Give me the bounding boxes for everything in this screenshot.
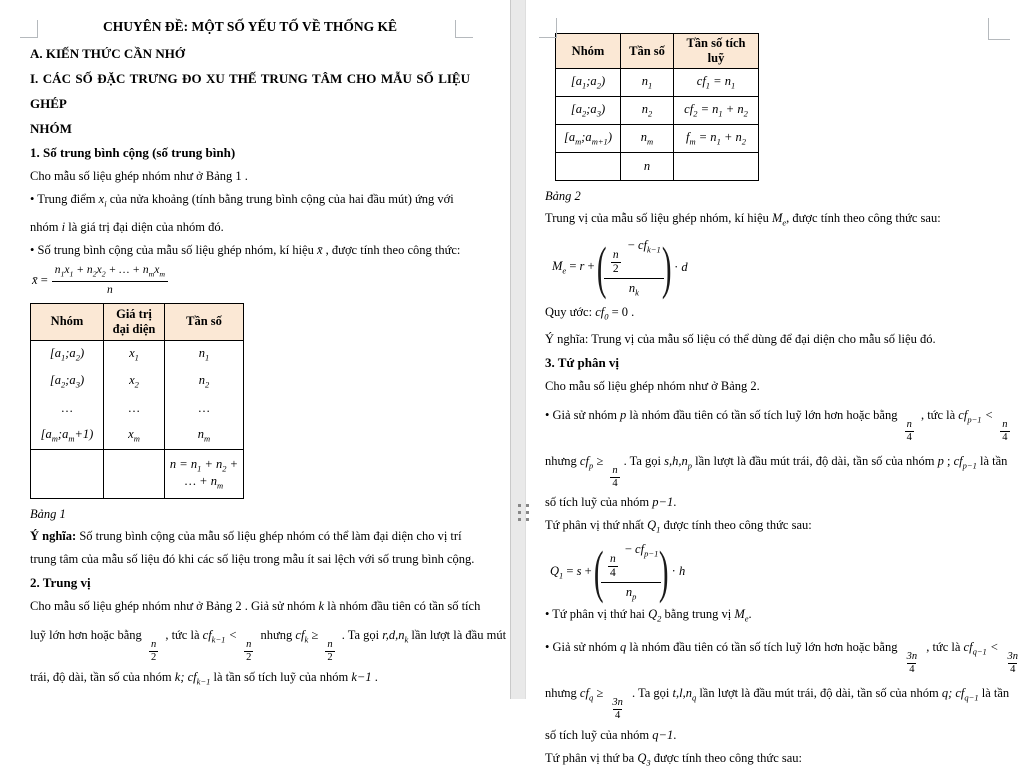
margin-corner-mark [455, 20, 473, 38]
table-row: $[a_m;a_{m+1})$ $n_m$ $f_m = n_1 + n_2$ [556, 125, 759, 153]
table-header-cell: Tần số tích luỹ [674, 34, 759, 69]
section1-heading: 1. Số trung bình cộng (số trung bình) [30, 141, 470, 165]
equation-drag-handle[interactable] [518, 504, 529, 521]
representative-value-table [30, 303, 244, 499]
table-row: $[a_1;a_2)$ $x_1$ $n_1$ [31, 340, 244, 368]
paragraph-line: trung tâm của mẫu số liệu đó khi các số liệu trong mẫu ít sai lệch với số trung bình cộng. [30, 548, 470, 571]
paragraph-line: số tích luỹ của nhóm p−1. [545, 490, 1017, 514]
open-paren: ( [596, 241, 606, 295]
table-header-cell: Giá trị đại diện [104, 303, 165, 340]
paragraph-line: Cho mẫu số liệu ghép nhóm như ở Bảng 1 . [30, 165, 470, 188]
open-paren: ( [593, 545, 603, 599]
table-header-cell: Nhóm [556, 34, 621, 69]
fraction: $\frac{n}{4}$ − $cf_{p-1}$ $n_p$ [601, 541, 661, 603]
table-row: n [556, 153, 759, 181]
table-caption: Bảng 2 [545, 185, 1017, 207]
fraction: $\frac{n}{2}$ − $cf_{k-1}$ $n_k$ [604, 237, 664, 299]
paragraph-line: nhưng $cf_q$ ≥ $\frac{3n}{4}$ . Ta gọi $t,l,n_q$ lần lượt là đầu mút trái, độ dài, tần số của nhóm q; $cf_{q-1}$ là tần [545, 676, 1017, 722]
table-row: $[a_m;a_m+1)$ $x_m$ $n_m$ [31, 422, 244, 450]
formula-lhs: x̄ = [32, 273, 48, 288]
table-row: … … … [31, 395, 244, 422]
table-caption: Bảng 1 [30, 503, 470, 525]
close-paren: ) [659, 545, 669, 599]
margin-corner-mark [988, 18, 1010, 40]
paragraph-line: số tích luỹ của nhóm q−1. [545, 723, 1017, 747]
paragraph-line: luỹ lớn hơn hoặc bằng $\frac{n}{2}$ , tức là $cf_{k-1}$ < $\frac{n}{2}$ nhưng $cf_k$ ≥ $\frac{n}{2}$ . Ta gọi $r,d,n_k$ lần lượt là đầu mút [30, 618, 470, 664]
paragraph-line: Trung vị của mẫu số liệu ghép nhóm, kí hiệu $M_e$, được tính theo công thức sau: [545, 207, 1017, 235]
paragraph-line: • Giả sử nhóm p là nhóm đầu tiên có tần số tích luỹ lớn hơn hoặc bằng $\frac{n}{4}$ , tức là $cf_{p-1}$ < $\frac{n}{4}$ [545, 398, 1017, 444]
q1-formula: $Q_1 = s$ + ( $\frac{n}{4}$ − $cf_{p-1}$ $n_p$ ) · h [550, 542, 1017, 602]
paragraph-line: nhóm i là giá trị đại diện của nhóm đó. [30, 216, 470, 239]
paragraph-line: Cho mẫu số liệu ghép nhóm như ở Bảng 2 . Giả sử nhóm k là nhóm đầu tiên có tần số tích [30, 595, 470, 618]
paragraph-line: • Trung điểm $x_i$ của nửa khoảng (tính bằng trung bình cộng của hai đầu mút) ứng với [30, 188, 470, 216]
heading-i-line2: NHÓM [30, 116, 470, 141]
meaning-label: Ý nghĩa: [30, 529, 76, 543]
table-header-row [31, 303, 244, 340]
table-header-cell: Tần số [165, 303, 244, 340]
paragraph-line: • Tứ phân vị thứ hai $Q_2$ bằng trung vị $M_e$. [545, 602, 1017, 631]
paragraph-line: Quy ước: $cf_0 = 0$ . [545, 300, 1017, 329]
paragraph-line: nhưng $cf_p$ ≥ $\frac{n}{4}$ . Ta gọi $s,h,n_p$ lần lượt là đầu mút trái, độ dài, tần số của nhóm p ; $cf_{p-1}$ là tần [545, 444, 1017, 490]
margin-corner-mark [539, 18, 557, 38]
table-row: $[a_2;a_3)$ $n_2$ $cf_2 = n_1 + n_2$ [556, 97, 759, 125]
paragraph-line: Tứ phân vị thứ nhất $Q_1$ được tính theo công thức sau: [545, 514, 1017, 542]
paragraph-line: trái, độ dài, tần số của nhóm k; $cf_{k-1}$ là tần số tích luỹ của nhóm k−1 . [30, 664, 470, 695]
close-paren: ) [662, 241, 672, 295]
table-total-row: $n = n_1 + n_2$ + … + $n_m$ [31, 449, 244, 498]
paragraph-line: • Số trung bình cộng của mẫu số liệu ghép nhóm, kí hiệu x̄ , được tính theo công thức: [30, 239, 470, 262]
paragraph-line: • Giả sử nhóm q là nhóm đầu tiên có tần số tích luỹ lớn hơn hoặc bằng $\frac{3n}{4}$ , tức là $cf_{q-1}$ < $\frac{3n}{4}$ [545, 630, 1017, 676]
mean-formula [32, 263, 470, 299]
median-formula: $M_e = r$ + ( $\frac{n}{2}$ − $cf_{k-1}$ $n_k$ ) · d [552, 236, 1017, 300]
table-header-row [556, 34, 759, 69]
document-page-2[interactable] [526, 0, 1031, 699]
section2-heading: 2. Trung vị [30, 571, 470, 595]
table-header-cell: Tần số [621, 34, 674, 69]
heading-i-line1: I. CÁC SỐ ĐẶC TRƯNG ĐO XU THẾ TRUNG TÂM CHO MẪU SỐ LIỆU GHÉP [30, 66, 470, 116]
paragraph-line: Cho mẫu số liệu ghép nhóm như ở Bảng 2. [545, 375, 1017, 398]
heading-a: A. KIẾN THỨC CẦN NHỚ [30, 41, 470, 66]
table-row: $[a_2;a_3)$ $x_2$ $n_2$ [31, 368, 244, 395]
paragraph-line: Ý nghĩa: Trung vị của mẫu số liệu có thể dùng để đại diện cho mẫu số liệu đó. [545, 328, 1017, 351]
margin-corner-mark [20, 20, 38, 38]
table-row: $[a_1;a_2)$ $n_1$ $cf_1 = n_1$ [556, 69, 759, 97]
table-header-cell: Nhóm [31, 303, 104, 340]
fraction: $n_1x_1 + n_2x_2$ + … + $n_mx_m$ n [52, 263, 168, 298]
page-title: CHUYÊN ĐỀ: MỘT SỐ YẾU TỐ VỀ THỐNG KÊ [30, 16, 470, 38]
cumulative-frequency-table [555, 33, 759, 181]
paragraph-line: Tứ phân vị thứ ba $Q_3$ được tính theo công thức sau: [545, 747, 1017, 774]
section3-heading: 3. Tứ phân vị [545, 351, 1017, 375]
document-page-1[interactable] [0, 0, 510, 699]
page-gap [510, 0, 526, 699]
paragraph-line: Ý nghĩa: Số trung bình cộng của mẫu số liệu ghép nhóm có thể làm đại diện cho vị trí [30, 525, 470, 548]
